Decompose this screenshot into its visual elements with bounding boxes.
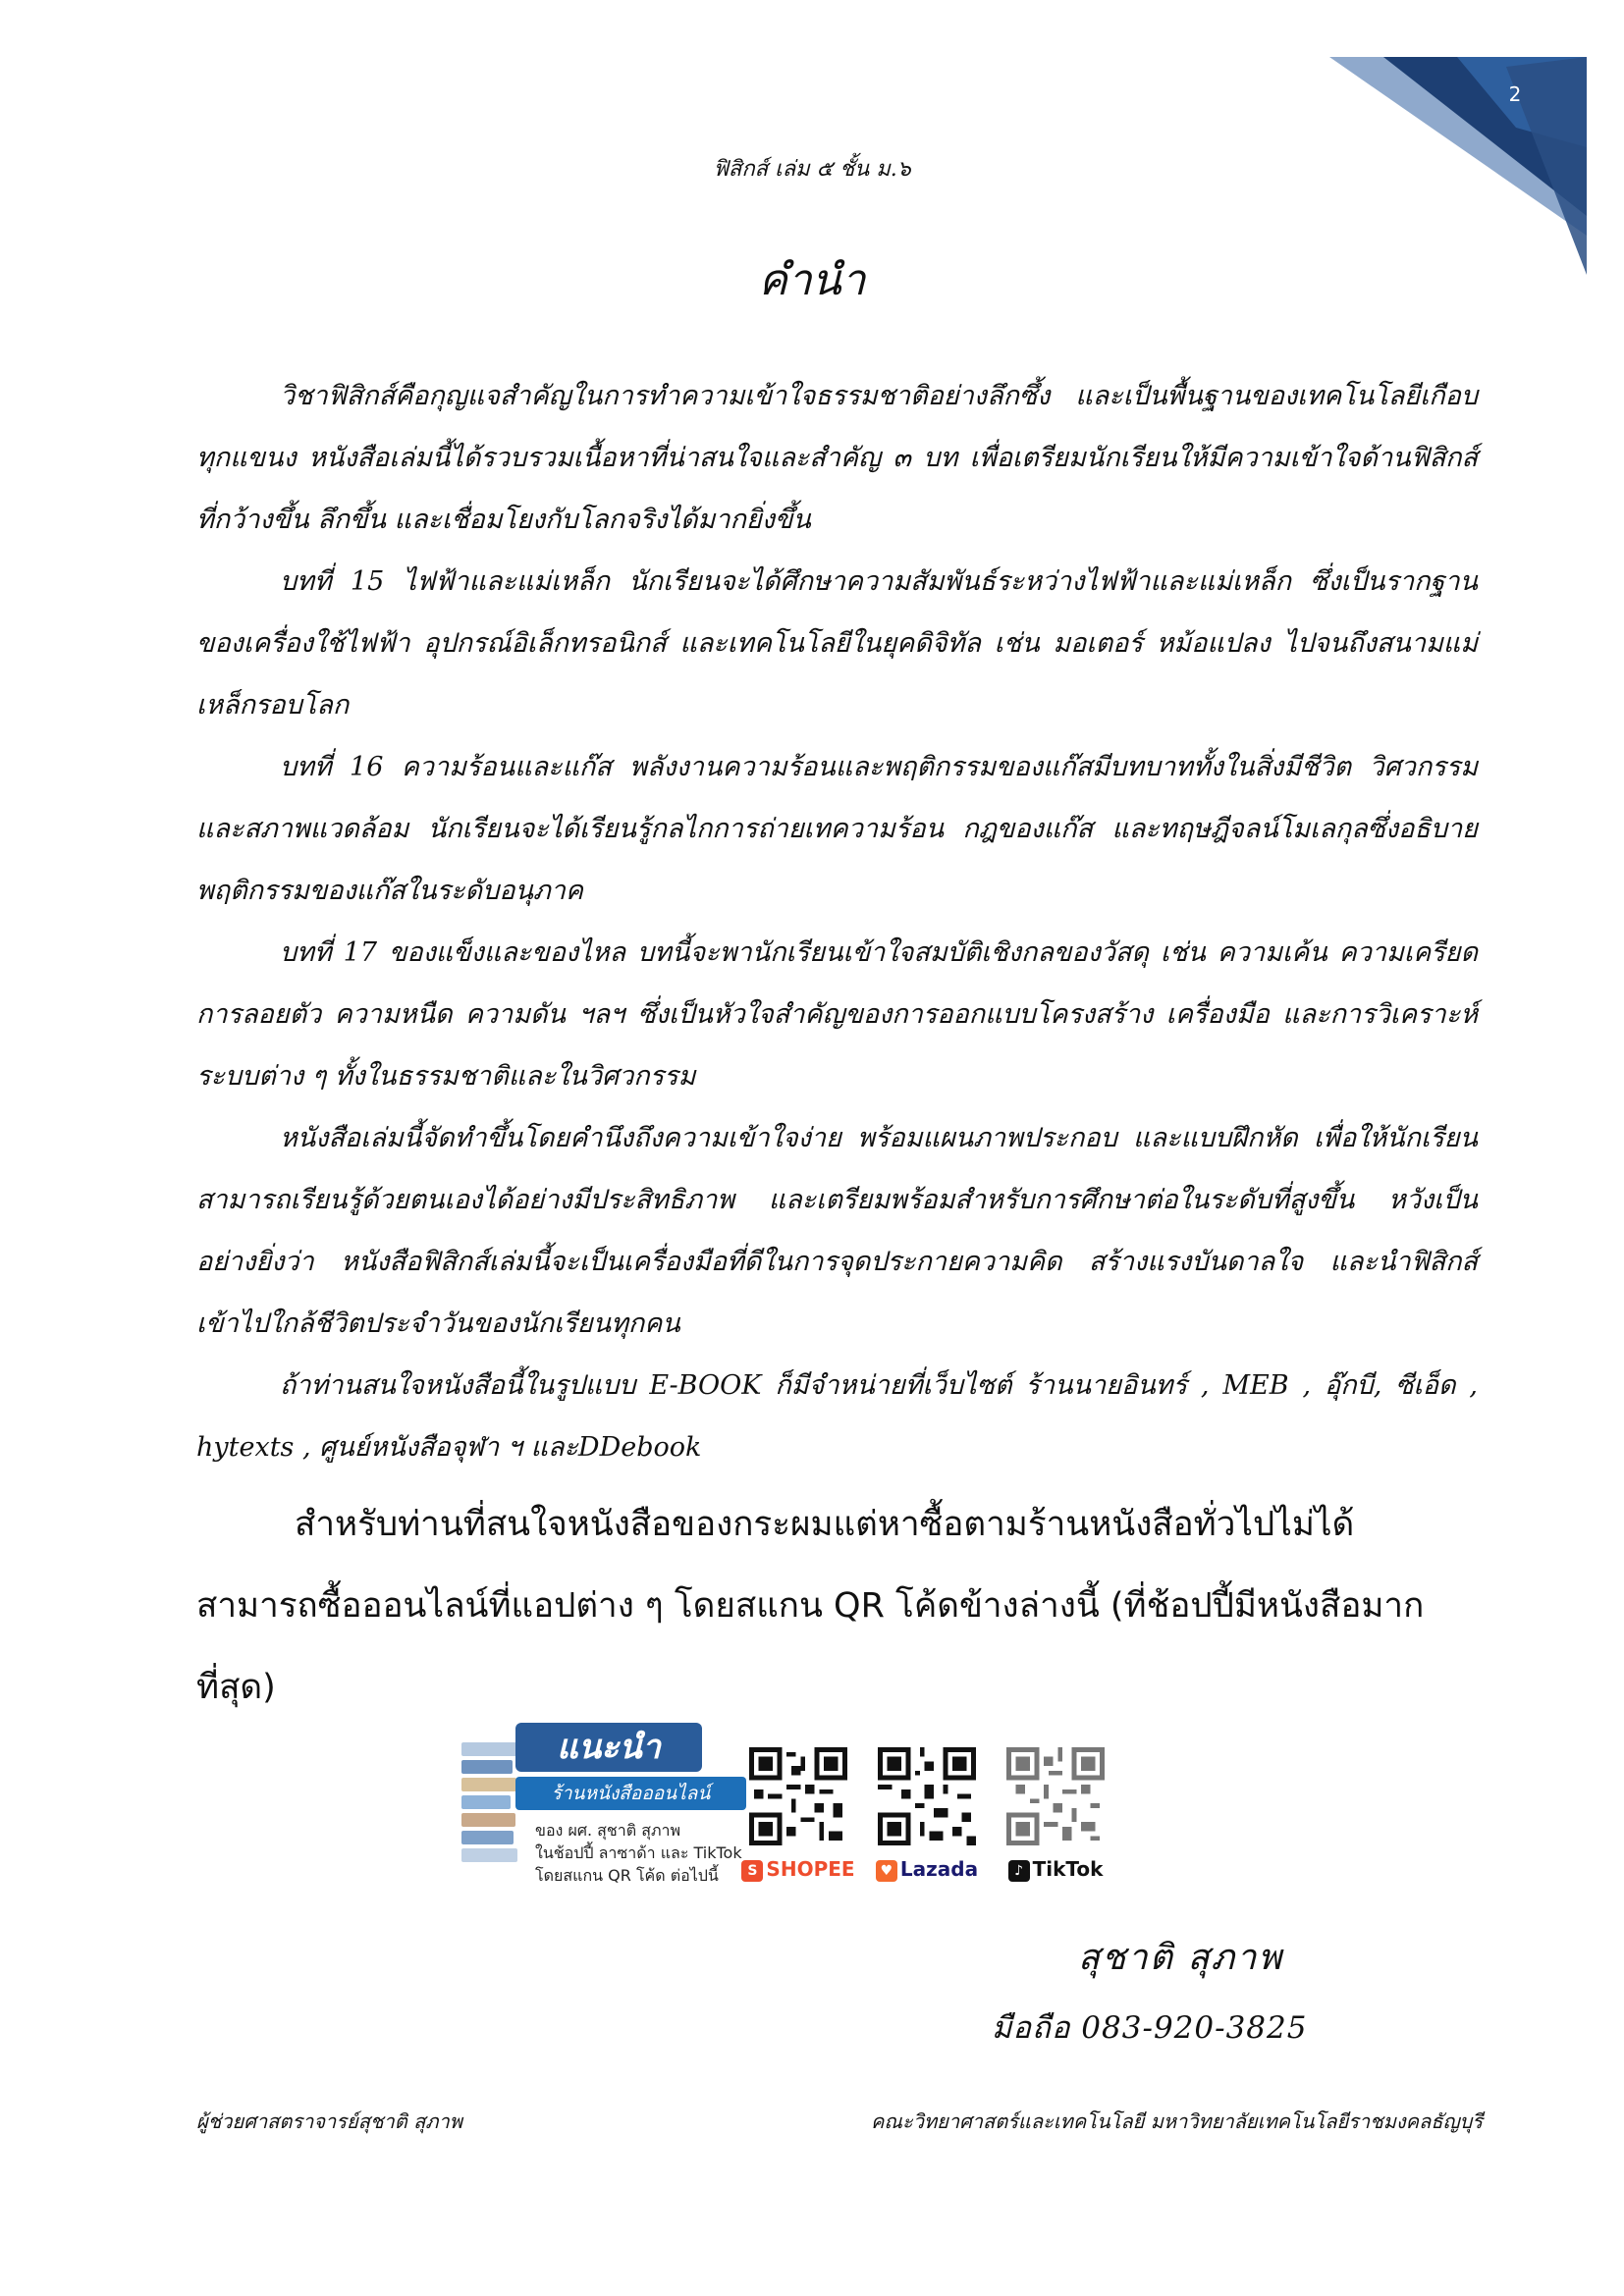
paragraph-summary: หนังสือเล่มนี้จัดทำขึ้นโดยคำนึงถึงความเข้าใจง่าย พร้อมแผนภาพประกอบ และแบบฝึกหัด เพื่อให้นักเรียนสามารถเรียนรู้ด้วยตนเองได้อย่างมีประสิทธิภาพ และเตรียมพร้อมสำหรับการศึกษาต่อในระดับที่สูงขึ้น หวังเป็นอย่างยิ่งว่า หนังสือฟิสิกส์เล่มนี้จะเป็นเครื่องมือที่ดีในการจุดประกายความคิด สร้างแรงบันดาลใจ และนำฟิสิกส์เข้าไปใกล้ชีวิตประจำวันของนักเรียนทุกคน xyxy=(196,1123,1478,1339)
preface-body xyxy=(196,365,1478,1478)
promo-line: ของ ผศ. สุชาติ สุภาพ xyxy=(535,1821,681,1840)
page-title: คำนำ xyxy=(758,255,866,305)
shopee-bag-icon: S xyxy=(741,1860,763,1882)
books-stack-icon xyxy=(461,1742,520,1890)
promo-card xyxy=(461,1723,785,1909)
paragraph-chapter-16: บทที่ 16 ความร้อนและแก๊ส พลังงานความร้อนและพฤติกรรมของแก๊สมีบทบาททั้งในสิ่งมีชีวิต วิศวกรรม และสภาพแวดล้อม นักเรียนจะได้เรียนรู้กลไกการถ่ายเทความร้อน กฎของแก๊ส และทฤษฎีจลน์โมเลกุลซึ่งอธิบายพฤติกรรมของแก๊สในระดับอนุภาค xyxy=(196,752,1478,906)
author-phone: มือถือ 083-920-3825 xyxy=(992,2010,1308,2046)
paragraph-intro: วิชาฟิสิกส์คือกุญแจสำคัญในการทำความเข้าใจธรรมชาติอย่างลึกซึ้ง และเป็นพื้นฐานของเทคโนโลยีเกือบทุกแขนง หนังสือเล่มนี้ได้รวบรวมเนื้อหาที่น่าสนใจและสำคัญ ๓ บท เพื่อเตรียมนักเรียนให้มีความเข้าใจด้านฟิสิกส์ที่กว้างขึ้น ลึกขึ้น และเชื่อมโยงกับโลกจริงได้มากยิ่งขึ้น xyxy=(196,381,1478,535)
lazada-qr-code[interactable] xyxy=(878,1747,976,1845)
tiktok-label: ♪ TikTok xyxy=(997,1857,1114,1882)
tiktok-note-icon: ♪ xyxy=(1008,1860,1030,1882)
lazada-heart-icon: ♥ xyxy=(876,1860,897,1882)
paragraph-chapter-15: บทที่ 15 ไฟฟ้าและแม่เหล็ก นักเรียนจะได้ศึกษาความสัมพันธ์ระหว่างไฟฟ้าและแม่เหล็ก ซึ่งเป็นรากฐานของเครื่องใช้ไฟฟ้า อุปกรณ์อิเล็กทรอนิกส์ และเทคโนโลยีในยุคดิจิทัล เช่น มอเตอร์ หม้อแปลง ไปจนถึงสนามแม่เหล็กรอบโลก xyxy=(196,566,1478,721)
lazada-qr-block[interactable] xyxy=(868,1747,986,1882)
promo-description xyxy=(535,1819,742,1887)
shopee-label: S SHOPEE xyxy=(739,1857,857,1882)
page-number: 2 xyxy=(1508,82,1522,106)
promo-line: โดยสแกน QR โค้ด ต่อไปนี้ xyxy=(535,1866,719,1885)
purchase-note-text: สำหรับท่านที่สนใจหนังสือของกระผมแต่หาซื้อตามร้านหนังสือทั่วไปไม่ได้ สามารถซื้อออนไลน์ที่แอปต่าง ๆ โดยสแกน QR โค้ดข้างล่างนี้ (ที่ช้อปปี้มีหนังสือมากที่สุด) xyxy=(196,1505,1425,1707)
tiktok-qr-code[interactable] xyxy=(1006,1747,1105,1845)
purchase-note xyxy=(196,1484,1478,1729)
paragraph-chapter-17: บทที่ 17 ของแข็งและของไหล บทนี้จะพานักเรียนเข้าใจสมบัติเชิงกลของวัสดุ เช่น ความเค้น ความเครียด การลอยตัว ความหนืด ความดัน ฯลฯ ซึ่งเป็นหัวใจสำคัญของการออกแบบโครงสร้าง เครื่องมือ และการวิเคราะห์ระบบต่าง ๆ ทั้งในธรรมชาติและในวิศวกรรม xyxy=(196,937,1478,1092)
footer-author: ผู้ช่วยศาสตราจารย์สุชาติ สุภาพ xyxy=(196,2109,462,2133)
lazada-label: ♥ Lazada xyxy=(868,1857,986,1882)
shopee-qr-code[interactable] xyxy=(749,1747,847,1845)
promo-banner: แนะนำ xyxy=(515,1723,702,1772)
tiktok-qr-block[interactable] xyxy=(997,1747,1114,1882)
promo-line: ในช้อปปี้ ลาซาด้า และ TikTok xyxy=(535,1843,742,1862)
author-signature: สุชาติ สุภาพ xyxy=(1078,1938,1284,1978)
paragraph-ebook: ถ้าท่านสนใจหนังสือนี้ในรูปแบบ E-BOOK ก็มีจำหน่ายที่เว็บไซต์ ร้านนายอินทร์ , MEB , อุ๊กบี, ซีเอ็ด , hytexts , ศูนย์หนังสือจุฬา ฯ และDDebook xyxy=(196,1370,1478,1463)
footer-institution: คณะวิทยาศาสตร์และเทคโนโลยี มหาวิทยาลัยเทคโนโลยีราชมงคลธัญบุรี xyxy=(871,2109,1483,2133)
book-header: ฟิสิกส์ เล่ม ๕ ชั้น ม.๖ xyxy=(713,157,911,182)
shopee-qr-block[interactable] xyxy=(739,1747,857,1882)
promo-subtitle: ร้านหนังสือออนไลน์ xyxy=(515,1777,746,1810)
